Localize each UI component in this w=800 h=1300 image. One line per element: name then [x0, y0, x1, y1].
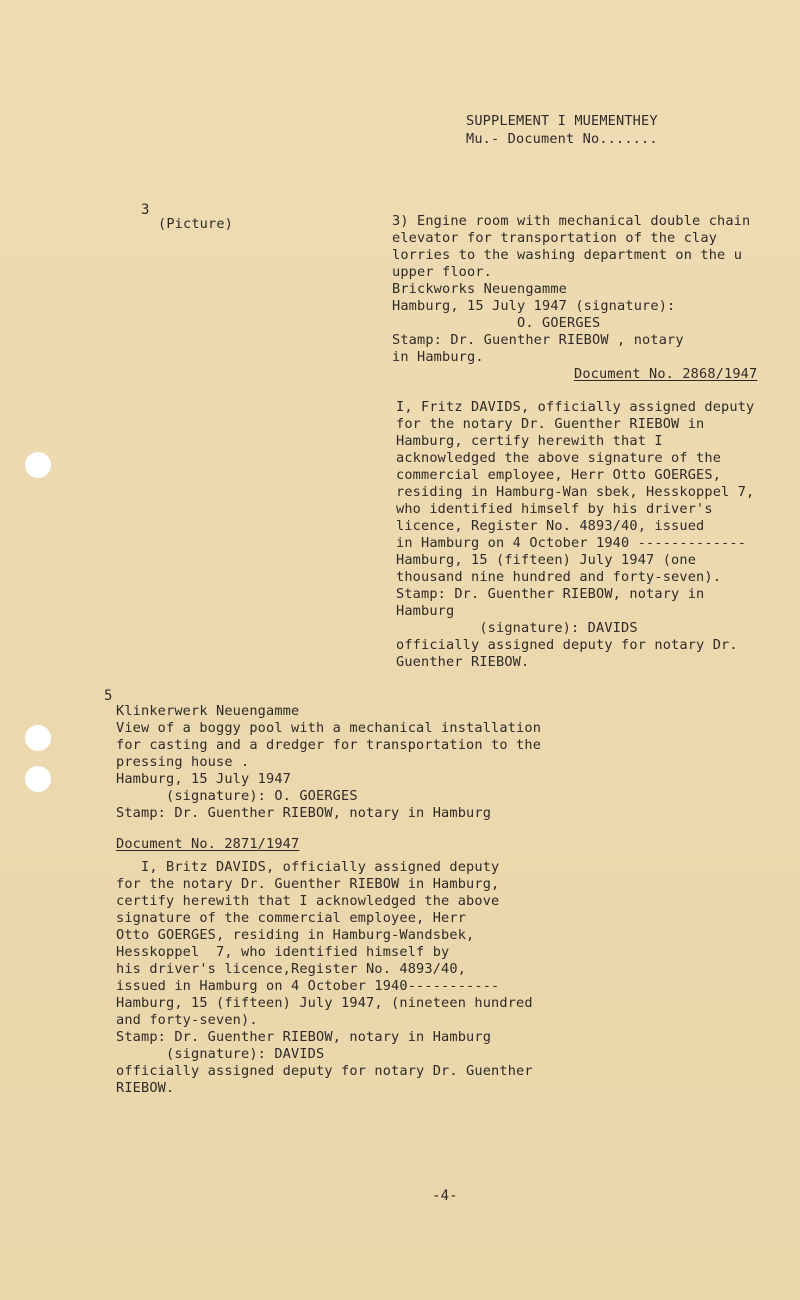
caption-line: in Hamburg. — [392, 349, 484, 365]
caption-line: for casting and a dredger for transportation to the — [116, 737, 542, 753]
certification-line: Guenther RIEBOW. — [396, 654, 530, 670]
section-number: 3 — [141, 202, 150, 218]
certification-line: Hamburg, 15 (fifteen) July 1947, (nineteen hundred — [116, 995, 533, 1011]
certification-line: I, Fritz DAVIDS, officially assigned deputy — [396, 399, 755, 415]
certification-line: Stamp: Dr. Guenther RIEBOW, notary in — [396, 586, 705, 602]
certification-line: I, Britz DAVIDS, officially assigned deputy — [116, 859, 500, 875]
certification-line: RIEBOW. — [116, 1080, 175, 1096]
certification-line: for the notary Dr. Guenther RIEBOW in Hamburg, — [116, 876, 500, 892]
certification-line: issued in Hamburg on 4 October 1940----------- — [116, 978, 500, 994]
caption-line: pressing house . — [116, 754, 250, 770]
caption-line: Hamburg, 15 July 1947 (signature): — [392, 298, 676, 314]
certification-line: Stamp: Dr. Guenther RIEBOW, notary in Hamburg — [116, 1029, 492, 1045]
certification-line: who identified himself by his driver's — [396, 501, 713, 517]
certification-line: licence, Register No. 4893/40, issued — [396, 518, 705, 534]
certification-line: officially assigned deputy for notary Dr. — [396, 637, 738, 653]
certification-line: (signature): DAVIDS — [116, 1046, 325, 1062]
caption-line: Hamburg, 15 July 1947 — [116, 771, 292, 787]
certification-line: certify herewith that I acknowledged the above — [116, 893, 500, 909]
caption-line: Brickworks Neuengamme — [392, 281, 568, 297]
caption-line: 3) Engine room with mechanical double chain — [392, 213, 751, 229]
certification-line: signature of the commercial employee, Herr — [116, 910, 467, 926]
punch-hole — [25, 725, 51, 751]
caption-line: lorries to the washing department on the u — [392, 247, 743, 263]
caption-line: O. GOERGES — [392, 315, 601, 331]
caption-line: elevator for transportation of the clay — [392, 230, 718, 246]
caption-line: Stamp: Dr. Guenther RIEBOW, notary in Hamburg — [116, 805, 492, 821]
caption-line: (signature): O. GOERGES — [116, 788, 358, 804]
certification-line: acknowledged the above signature of the — [396, 450, 722, 466]
certification-line: Otto GOERGES, residing in Hamburg-Wandsbek, — [116, 927, 475, 943]
certification-line: commercial employee, Herr Otto GOERGES, — [396, 467, 722, 483]
certification-line: Hamburg, 15 (fifteen) July 1947 (one — [396, 552, 697, 568]
punch-hole — [25, 452, 51, 478]
certification-line: in Hamburg on 4 October 1940 ------------- — [396, 535, 747, 551]
page-number: -4- — [432, 1188, 458, 1204]
certification-line: thousand nine hundred and forty-seven). — [396, 569, 722, 585]
certification-line: Hesskoppel 7, who identified himself by — [116, 944, 450, 960]
certification-line: and forty-seven). — [116, 1012, 258, 1028]
section-number: 5 — [104, 688, 113, 704]
header-line-1: SUPPLEMENT I MUEMENTHEY — [466, 113, 658, 129]
certification-line: Hamburg, certify herewith that I — [396, 433, 663, 449]
certification-line: Hamburg — [396, 603, 455, 619]
caption-line: Klinkerwerk Neuengamme — [116, 703, 300, 719]
punch-hole — [25, 766, 51, 792]
caption-line: upper floor. — [392, 264, 493, 280]
document-reference: Document No. 2871/1947 — [116, 836, 300, 852]
certification-line: (signature): DAVIDS — [396, 620, 638, 636]
caption-line: View of a boggy pool with a mechanical installation — [116, 720, 542, 736]
certification-line: his driver's licence,Register No. 4893/40, — [116, 961, 467, 977]
picture-placeholder: (Picture) — [158, 216, 234, 232]
certification-line: for the notary Dr. Guenther RIEBOW in — [396, 416, 705, 432]
certification-line: residing in Hamburg-Wan sbek, Hesskoppel 7, — [396, 484, 755, 500]
document-reference: Document No. 2868/1947 — [574, 366, 758, 382]
header-line-2: Mu.- Document No....... — [466, 131, 658, 147]
certification-line: officially assigned deputy for notary Dr. Guenther — [116, 1063, 533, 1079]
caption-line: Stamp: Dr. Guenther RIEBOW , notary — [392, 332, 684, 348]
